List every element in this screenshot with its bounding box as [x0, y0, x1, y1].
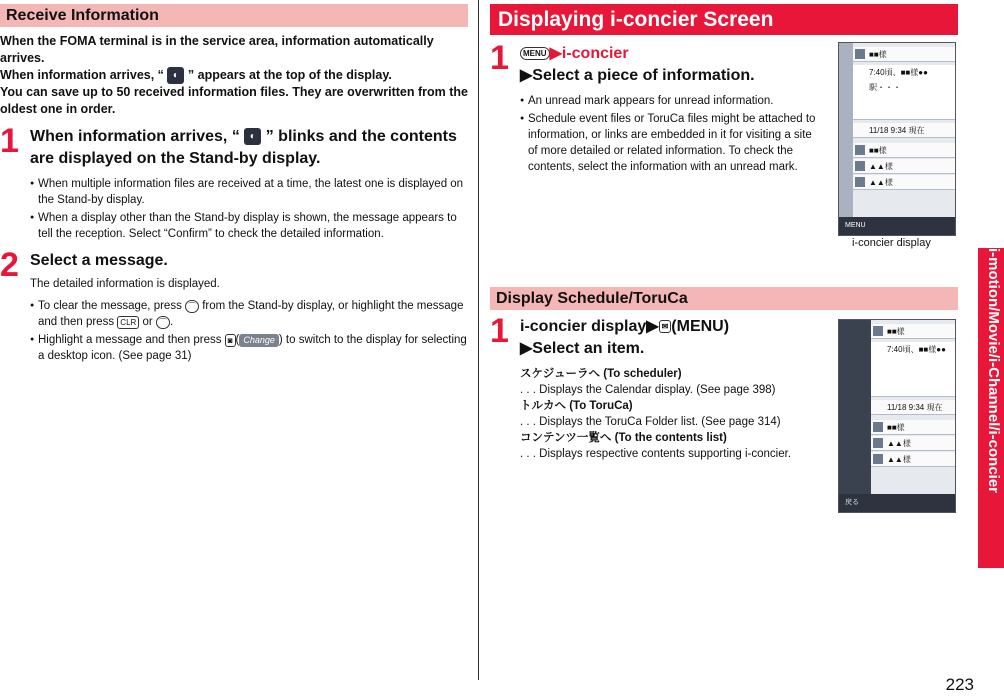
screen-row: 7:40頃、■■様●●: [871, 342, 955, 397]
chapter-sidebar-tab: [978, 248, 1004, 568]
screen-row: ■■様: [853, 47, 955, 62]
info-icon: [873, 454, 883, 464]
step-number: 1: [0, 122, 19, 161]
step-text: The detailed information is displayed.: [30, 278, 220, 291]
bullet-item: ● When multiple information files are received at a time, the latest one is displayed on the Stand-by display.: [30, 176, 468, 208]
left-column: [0, 4, 468, 366]
screen-row: ■■様: [853, 143, 955, 158]
screen-row: ■■様: [871, 324, 955, 339]
i-concier-display-screenshot: [838, 42, 956, 236]
screen-menu-panel: [839, 320, 871, 494]
screen-caption: i-concier display: [852, 237, 931, 249]
step-1-receive: [0, 122, 468, 242]
screen-row: ■■様: [871, 420, 955, 435]
menu-item-desc: . . . Displays the ToruCa Folder list. (See page 314): [520, 416, 781, 428]
bullet-item: ● Highlight a message and then press ◙ ( Change ) to switch to the display for selecting a desktop icon. (See page 31): [30, 332, 468, 364]
info-icon: [873, 326, 883, 336]
bullet-item: ● When a display other than the Stand-by display is shown, the message appears to tell the reception. Select “Confirm” to check the detailed information.: [30, 210, 468, 242]
screen-row: ▲▲様: [853, 175, 955, 190]
section-heading-schedule-toruca: Display Schedule/ToruCa: [490, 287, 958, 310]
step-1-display-concier: [490, 39, 820, 175]
step-title: Select a message.: [30, 252, 168, 270]
step-number: 2: [0, 246, 19, 285]
step-title: When information arrives, “ ◐ ” blinks and the contents are displayed on the Stand-by display.: [30, 128, 457, 168]
screen-row: 11/18 9:34 現在: [853, 123, 955, 138]
info-icon: [855, 49, 865, 59]
screen-softkey-bar: 戻る: [839, 494, 955, 512]
screen-row: 11/18 9:34 現在: [871, 400, 955, 415]
menu-item-desc: . . . Displays the Calendar display. (See page 398): [520, 384, 776, 396]
clr-key-icon: CLR: [117, 316, 139, 329]
menu-item-name: トルカへ (To ToruCa): [520, 400, 633, 412]
step-title: MENU ▶i-concier ▶Select a piece of information.: [520, 45, 755, 84]
screen-row: ▲▲様: [853, 159, 955, 174]
bullet-item: ● Schedule event files or ToruCa files might be attached to information, or links are embedded in it for visiting a site of more detailed or related information. To check the contents, select the information with an unread mark.: [520, 111, 820, 175]
end-key-icon: ⌒: [185, 300, 199, 313]
camera-key-icon: ◙: [225, 334, 236, 347]
menu-key-icon: MENU: [520, 47, 550, 60]
bullet-item: ● An unread mark appears for unread information.: [520, 93, 820, 109]
info-icon: [855, 145, 865, 155]
bullet-list: [30, 298, 468, 364]
info-icon: [855, 177, 865, 187]
screen-row: ▲▲様: [871, 452, 955, 467]
step-1-display-schedule: [490, 312, 820, 462]
step-2-select-message: [0, 246, 468, 364]
step-title: i-concier display▶ ✉ (MENU) ▶Select an item.: [520, 318, 730, 357]
page-number: 223: [945, 675, 974, 694]
end-key-icon: ⌒: [156, 316, 170, 329]
intro-text: When the FOMA terminal is in the service area, information automatically arrives. When information arrives, “ ◐ ” appears at the top of the display. You can save up to 50 received information files. They are overwritten from the oldest one in order.: [0, 34, 468, 117]
column-divider: [478, 0, 479, 680]
screen-row: ▲▲様: [871, 436, 955, 451]
bullet-list: [520, 93, 820, 175]
screen-softkey-bar: MENU: [839, 217, 955, 235]
menu-item-list: [490, 366, 820, 462]
screen-row: 7:40頃、■■様●●駅・・・: [853, 65, 955, 120]
section-heading-receive: Receive Information: [0, 4, 468, 27]
chapter-title: i-motion/Movie/i-Channel/i-concier: [985, 248, 1002, 494]
change-softkey-icon: Change: [239, 334, 279, 347]
step-number: 1: [490, 312, 509, 350]
mail-key-icon: ✉: [659, 320, 672, 333]
step-number: 1: [490, 39, 509, 77]
bullet-list: [30, 176, 468, 242]
i-concier-menu-screenshot: [838, 319, 956, 513]
concier-icon: ◐: [244, 128, 261, 145]
section-heading-display-concier: Displaying i-concier Screen: [490, 4, 958, 35]
menu-item-desc: . . . Displays respective contents supporting i-concier.: [520, 448, 792, 460]
menu-item-name: スケジューラへ (To scheduler): [520, 368, 682, 380]
screen-sidebar: [839, 43, 853, 217]
info-icon: [873, 422, 883, 432]
menu-item-name: コンテンツ一覧へ (To the contents list): [520, 432, 727, 444]
bullet-item: ● To clear the message, press ⌒ from the Stand-by display, or highlight the message and then press CLR or ⌒ .: [30, 298, 468, 330]
info-icon: [855, 161, 865, 171]
info-icon: [873, 438, 883, 448]
concier-icon: ◐: [167, 67, 184, 84]
